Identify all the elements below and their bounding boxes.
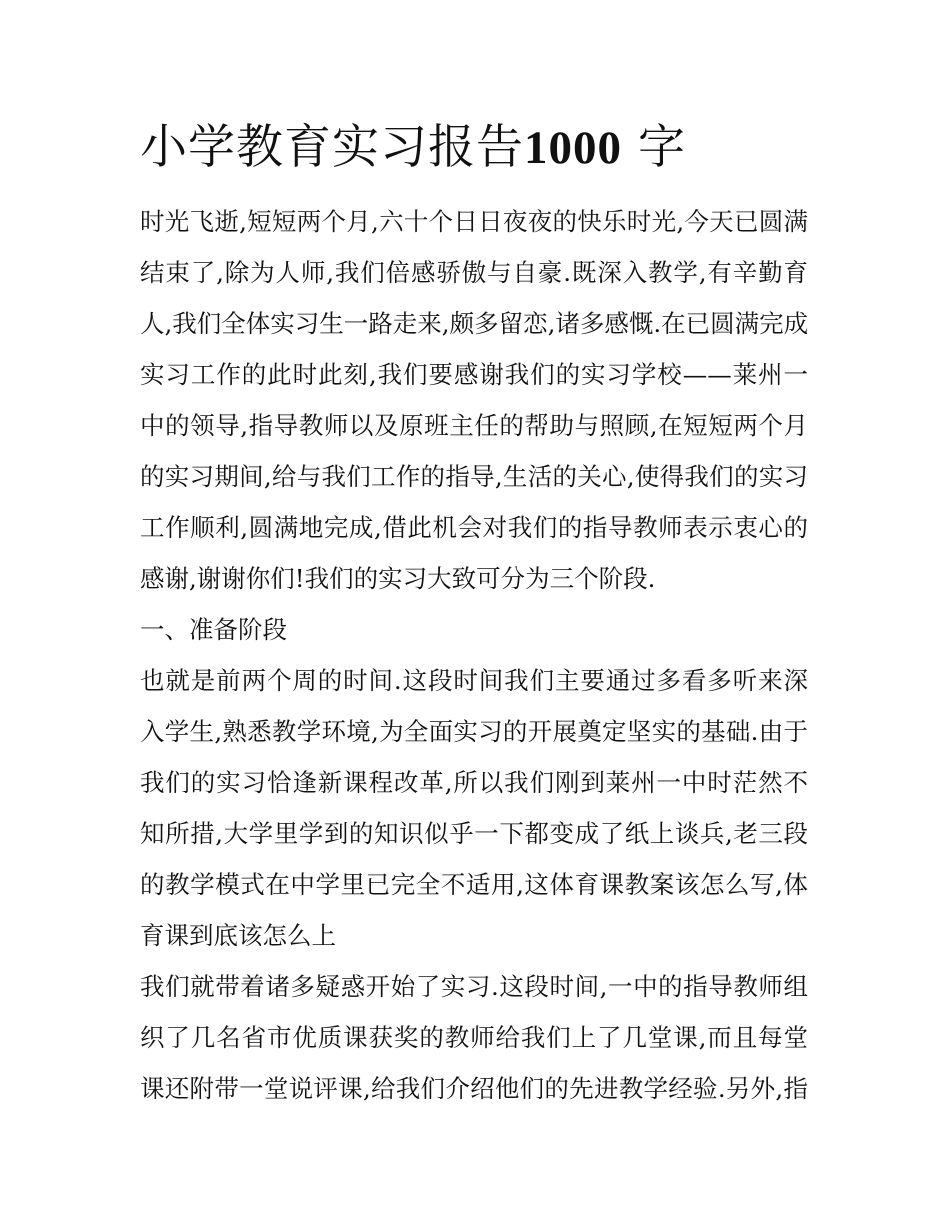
paragraph-preparation [140, 655, 808, 961]
text-line: 时光飞逝,短短两个月,六十个日日夜夜的快乐时光,今天已圆满 [140, 207, 808, 236]
text-line: 的实习期间,给与我们工作的指导,生活的关心,使得我们的实习 [140, 462, 808, 491]
text-line: 工作顺利,圆满地完成,借此机会对我们的指导教师表示衷心的 [140, 513, 808, 542]
text-line: 课还附带一堂说评课,给我们介绍他们的先进教学经验.另外,指 [140, 1074, 808, 1103]
text-line: 实习工作的此时此刻,我们要感谢我们的实习学校——莱州一 [140, 360, 808, 389]
text-line: 知所措,大学里学到的知识似乎一下都变成了纸上谈兵,老三段 [140, 819, 808, 848]
text-line: 育课到底该怎么上 [140, 921, 336, 950]
title-suffix: 字 [622, 120, 686, 175]
title-text: 小学教育实习报告 [140, 120, 524, 175]
text-line: 织了几名省市优质课获奖的教师给我们上了几堂课,而且每堂 [140, 1023, 808, 1052]
text-line: 人,我们全体实习生一路走来,颇多留恋,诸多感慨.在已圆满完成 [140, 309, 809, 338]
text-line: 入学生,熟悉教学环境,为全面实习的开展奠定坚实的基础.由于 [140, 717, 808, 746]
text-line: 结束了,除为人师,我们倍感骄傲与自豪.既深入教学,有辛勤育 [140, 258, 808, 287]
title-number: 1000 [524, 122, 622, 174]
document-body [140, 112, 808, 1114]
text-line: 也就是前两个周的时间.这段时间我们主要通过多看多听来深 [140, 666, 808, 695]
text-line: 感谢,谢谢你们!我们的实习大致可分为三个阶段. [140, 564, 656, 593]
document-title [140, 112, 808, 184]
text-line: 的教学模式在中学里已完全不适用,这体育课教案该怎么写,体 [140, 870, 808, 899]
section-heading: 一、准备阶段 [140, 615, 287, 644]
text-line: 我们就带着诸多疑惑开始了实习.这段时间,一中的指导教师组 [140, 972, 808, 1001]
text-line: 我们的实习恰逢新课程改革,所以我们刚到莱州一中时茫然不 [140, 768, 808, 797]
paragraph-questions [140, 961, 808, 1114]
paragraph-intro [140, 196, 808, 604]
text-line: 中的领导,指导教师以及原班主任的帮助与照顾,在短短两个月 [140, 411, 808, 440]
